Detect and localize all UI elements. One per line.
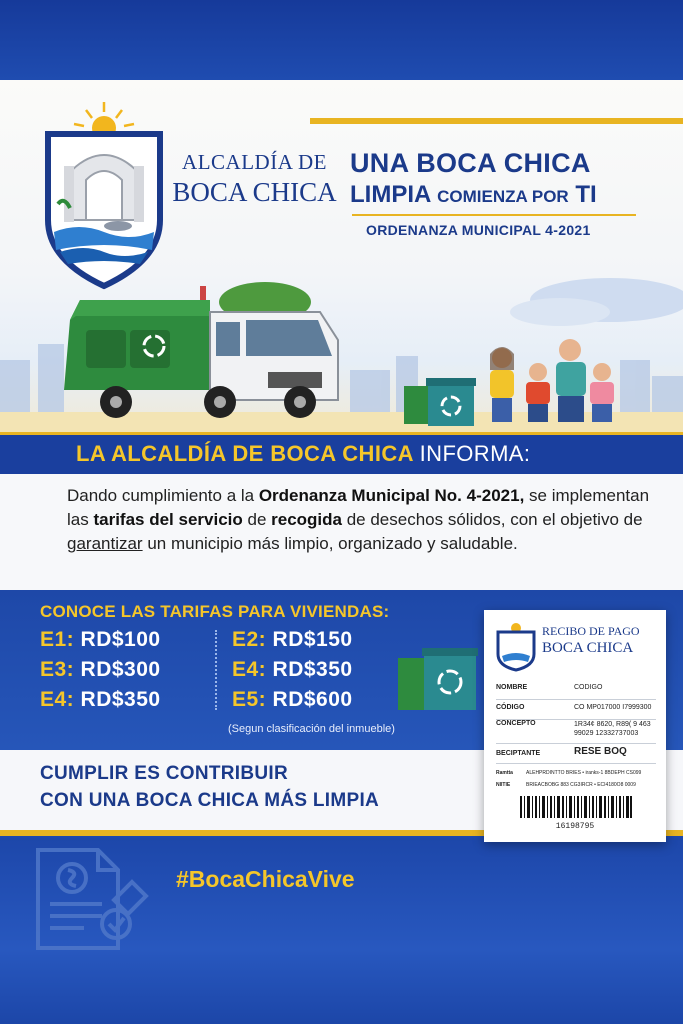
informa-end: INFORMA: [419,441,531,466]
receipt-title-b: BOCA CHICA [542,640,634,656]
recycle-bins-illustration [396,642,486,712]
rate-item: E4: RD$350 [232,658,353,681]
desc-u1: garantizar [67,534,143,553]
desc-t5: un municipio más limpio, organizado y saludable. [142,534,518,553]
barcode [520,796,632,818]
desc-b1: Ordenanza Municipal No. 4-2021, [258,486,525,505]
document-check-icon [32,842,162,957]
receipt-title-a: RECIBO DE PAGO [542,624,640,638]
alcaldia-line2: BOCA CHICA [172,177,337,207]
receipt-row: NIITIE BRIEACBOBG 883 CG3IRCR • ECI4180O8 0009 [496,782,636,788]
rate-item: E5: RD$600 [232,688,353,711]
gold-divider [310,118,683,124]
illustration-truck-family [0,260,683,432]
rates-divider [215,630,217,710]
desc-b3: recogida [271,510,342,529]
informa-bold: LA ALCALDÍA DE BOCA CHICA [76,441,414,466]
rate-item: E3: RD$300 [40,658,161,681]
payment-receipt [484,610,666,842]
slogan-ti: TI [575,181,597,208]
receipt-row: CÓDIGO CO MP017000 I7999300 [496,704,656,720]
desc-t3: de [242,510,272,529]
description-text [67,484,657,556]
slogan-line1: UNA BOCA CHICA [350,148,591,178]
hashtag: #BocaChicaVive [176,866,355,892]
contribute-line2: CON UNA BOCA CHICA MÁS LIMPIA [40,790,380,811]
municipality-title [172,150,337,208]
ordenanza-label: ORDENANZA MUNICIPAL 4-2021 [366,222,591,238]
desc-t4: de desechos sólidos, con el objetivo de [342,510,643,529]
receipt-row: BECIPTANTE RESE BOQ [496,746,656,764]
receipt-row: NOMBRE CODIGO [496,684,656,700]
rates-note: (Segun clasificación del inmueble) [228,723,395,735]
informa-text [76,441,530,467]
desc-t2: se implementan las [67,486,650,529]
slogan-comienza: COMIENZA POR [437,187,569,206]
desc-t1: Dando cumplimiento a la [67,486,259,505]
gold-underline [352,214,636,216]
informa-banner [0,432,683,474]
rates-heading: CONOCE LAS TARIFAS PARA VIVIENDAS: [40,602,390,621]
slogan [350,148,597,209]
contribute-line1: CUMPLIR ES CONTRIBUIR [40,763,289,784]
slogan-line2 [350,181,597,209]
receipt-row: CONCEPTO 1R34¢ 8620, R89( 9 463 99029 12332737003 [496,720,656,744]
description-panel [0,474,683,590]
alcaldia-line1: ALCALDÍA DE [182,150,327,174]
receipt-shield-logo [496,620,536,672]
slogan-limpia: LIMPIA [350,181,431,208]
rate-item: E4: RD$350 [40,688,161,711]
receipt-row: Ramtta ALEHPRDINTTO BRIES • iranks-1 8BDEPH CS099 [496,770,642,776]
top-band [0,0,683,80]
rate-item: E1: RD$100 [40,628,161,651]
desc-b2: tarifas del servicio [93,510,243,529]
rate-item: E2: RD$150 [232,628,353,651]
receipt-title [542,624,640,657]
receipt-number: 16198795 [555,822,595,831]
